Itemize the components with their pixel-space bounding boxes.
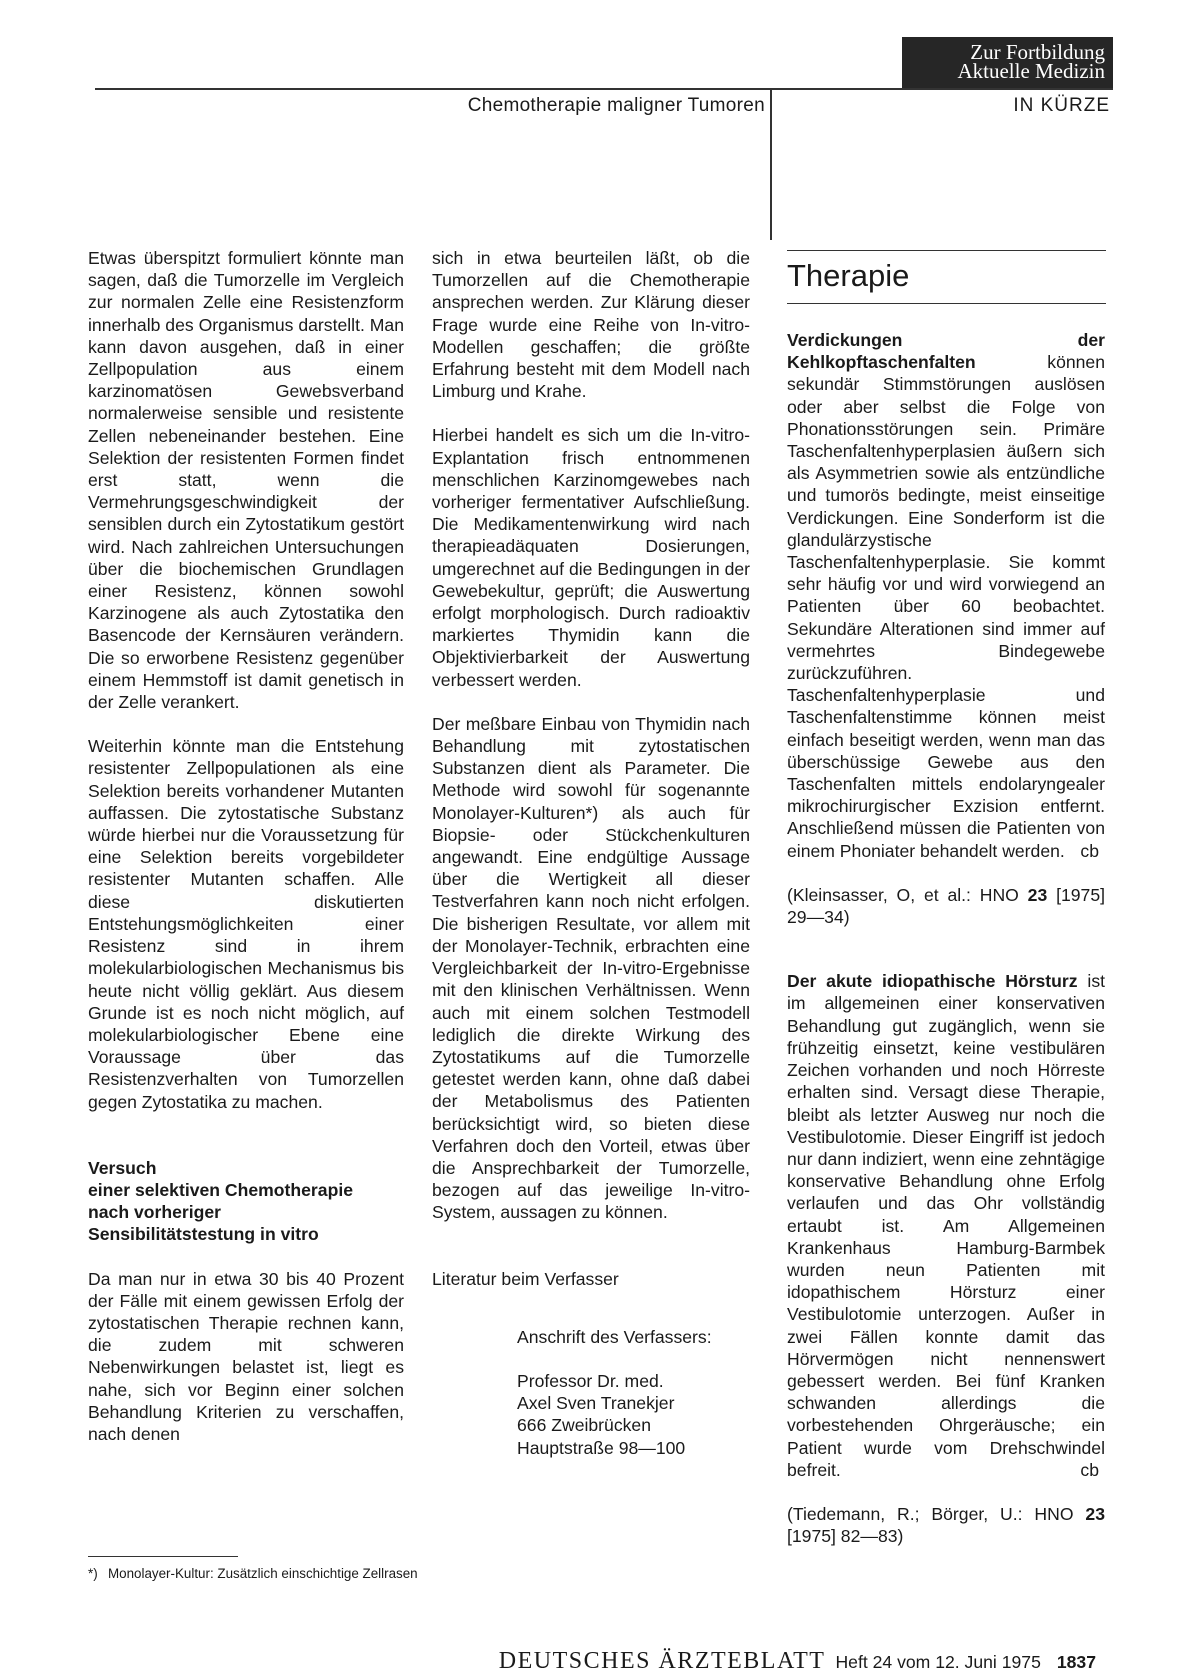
- therapie-rule: [787, 250, 1106, 251]
- reference-text: (Tiedemann, R.; Börger, U.: HNO: [787, 1503, 1086, 1524]
- author-sign: cb: [1080, 1459, 1099, 1480]
- address-line: 666 Zweibrücken: [517, 1415, 651, 1436]
- paragraph: Weiterhin könnte man die Entstehung resistenter Zellpopulationen als eine Selektion bereits vorhandener Mutanten auffassen. Die zytostatische Substanz würde hierbei nur die Voraussetzung für eine Selektion bereits vorgebildeter resistenter Mutanten schaffen. Alle diese diskutierten Entstehungsmöglichkeiten einer Resistenz sind in ihrem molekularbiologischen Mechanismus bis heute nicht völlig geklärt. Aus diesem Grunde ist es noch nicht möglich, auf molekularbiologischer Ebene eine Voraussage über das Resistenzverhalten von Tumorzellen gegen Zytostatika zu machen.: [88, 736, 404, 1112]
- page-number: 1837: [1056, 1652, 1096, 1672]
- item-lead: Der akute idiopathische Hörsturz: [787, 971, 1078, 992]
- footnote-rule: [88, 1556, 238, 1557]
- column-3: [787, 329, 1105, 1547]
- footnote-marker: *): [88, 1566, 98, 1581]
- subheading: [88, 1157, 404, 1246]
- column-2: [432, 247, 750, 1459]
- reference-volume: 23: [1085, 1503, 1105, 1524]
- news-item: [787, 970, 1105, 1481]
- column-divider: [770, 88, 772, 240]
- section-label: IN KÜRZE: [1013, 95, 1110, 116]
- reference-text: [1975] 82—83): [787, 1526, 904, 1547]
- journal-name: DEUTSCHES ÄRZTEBLATT: [498, 1648, 826, 1674]
- column-1: [88, 247, 404, 1445]
- news-item: [787, 329, 1105, 862]
- section-title: Therapie: [787, 258, 910, 293]
- subheading-line: Sensibilitätstestung in vitro: [88, 1224, 319, 1245]
- page-footer: [0, 1648, 1096, 1675]
- reference-text: [1975] 29—34): [787, 884, 1105, 928]
- footnote-text: Monolayer-Kultur: Zusätzlich einschichtige Zellrasen: [108, 1566, 418, 1581]
- paragraph: Der meßbare Einbau von Thymidin nach Behandlung mit zytostatischen Substanzen dient als Parameter. Die Methode wird sowohl für sogenannte Monolayer-Kulturen*) als auch für Biopsie- oder Stückchenkulturen angewandt. Eine endgültige Aussage über die Wertigkeit all dieser Testverfahren kann noch nicht erfolgen. Die bisherigen Resultate, vor allem mit der Monolayer-Technik, erbrachten eine Vergleichbarkeit der In-vitro-Ergebnisse mit den klinischen Verhältnissen. Wenn auch mit einem solchen Testmodell lediglich die direkte Wirkung des Zytostatikums auf die Tumorzelle getestet werden kann, ohne daß dabei der Metabolismus des Patienten berücksichtigt wird, so bieten diese Verfahren doch den Vorteil, etwas über die Ansprechbarkeit der Tumorzelle, bezogen auf das jeweilige In-vitro-System, aussagen zu können.: [432, 713, 750, 1223]
- author-sign: cb: [1080, 840, 1099, 861]
- item-body: ist im allgemeinen einer konservativen Behandlung gut zugänglich, wenn sie frühzeitig einsetzt, keine vestibulären Zeichen vorhanden und noch Hörreste erhalten sind. Versagt diese Therapie, bleibt als letzter Ausweg nur noch die Vestibulotomie. Dieser Eingriff ist jedoch nur dann indiziert, wenn eine zehntägige konservative Behandlung ohne Erfolg verlaufen und das Ohr vollständig ertaubt ist. Am Allgemeinen Krankenhaus Hamburg-Barmbek wurden neun Patienten mit idopathischem Hörsturz einer Vestibulotomie unterzogen. Außer in zwei Fällen konnte damit das Hörvermögen nicht nennenswert gebessert werden. Bei fünf Kranken schwanden allerdings die vorbestehenden Ohrgeräusche; ein Patient wurde vom Drehschwindel befreit.: [787, 971, 1105, 1480]
- reference-text: (Kleinsasser, O, et al.: HNO: [787, 884, 1028, 905]
- section-badge: [902, 37, 1113, 89]
- subheading-line: nach vorheriger: [88, 1202, 221, 1223]
- paragraph: Hierbei handelt es sich um die In-vitro-Explantation frisch entnommenen menschlichen Karzinomgewebes nach vorheriger fermentativer Aufschließung. Die Medikamentenwirkung wird nach therapieadäquaten Dosierungen, umgerechnet auf die Bedingungen in der Gewebekultur, geprüft; die Auswertung erfolgt morphologisch. Durch radioaktiv markiertes Thymidin kann die Objektivierbarkeit der Auswertung verbessert werden.: [432, 425, 750, 690]
- issue-info: Heft 24 vom 12. Juni 1975: [835, 1652, 1041, 1672]
- reference: [787, 1503, 1105, 1547]
- running-title: Chemotherapie maligner Tumoren: [467, 95, 765, 116]
- item-body: können sekundär Stimmstörungen auslösen oder aber selbst die Folge von Phonationsstörungen sein. Primäre Taschenfaltenhyperplasien äußern sich als Asymmetrien sowie als entzündliche und tumorös bedingte, meist einseitige Verdickungen. Eine Sonderform ist die glandulärzystische Taschenfaltenhyperplasie. Sie kommt sehr häufig vor und wird vorwiegend an Patienten über 60 beobachtet. Sekundäre Alterationen sind immer auf vermehrtes Bindegewebe zurückzuführen. Taschenfaltenhyperplasie und Taschenfaltenstimme können meist einfach beseitigt werden, wenn man das überschüssige Gewebe aus den Taschenfalten mittels endolaryngealer mikrochirurgischer Exzision entfernt. Anschließend müssen die Patienten von einem Phoniater behandelt werden.: [787, 352, 1105, 861]
- literature-note: Literatur beim Verfasser: [432, 1268, 619, 1289]
- item-lead: Verdickungen der Kehlkopftaschenfalten: [787, 330, 1105, 373]
- footnote: [88, 1566, 418, 1582]
- header-rule: [95, 88, 1113, 90]
- address-label: Anschrift des Verfassers:: [517, 1326, 712, 1347]
- paragraph: Da man nur in etwa 30 bis 40 Prozent der Fälle mit einem gewissen Erfolg der zytostatischen Therapie rechnen kann, die zudem mit schweren Nebenwirkungen belastet ist, liegt es nahe, sich vor Beginn einer solchen Behandlung Kriterien zu verschaffen, nach denen: [88, 1268, 404, 1444]
- author-address: [517, 1326, 750, 1459]
- subheading-line: einer selektiven Chemotherapie: [88, 1179, 353, 1200]
- paragraph: Etwas überspitzt formuliert könnte man sagen, daß die Tumorzelle im Vergleich zur normalen Zelle eine Resistenzform innerhalb des Organismus darstellt. Man kann davon ausgehen, daß in einer Zellpopulation aus einem karzinomatösen Gewebsverband normalerweise sensible und resistente Zellen nebeneinander bestehen. Eine Selektion der resistenten Formen findet erst statt, wenn die Vermehrungsgeschwindigkeit der sensiblen durch ein Zytostatikum gestört wird. Nach zahlreichen Untersuchungen über die biochemischen Grundlagen einer Resistenz, können sowohl Karzinogene als auch Zytostatika den Basencode der Kernsäuren verändern. Die so erworbene Resistenz gegenüber einem Hemmstoff ist damit genetisch in der Zelle verankert.: [88, 248, 404, 713]
- badge-line-1: Zur Fortbildung: [970, 40, 1105, 64]
- therapie-underline: [787, 303, 1106, 304]
- subheading-line: Versuch: [88, 1157, 157, 1178]
- reference-volume: 23: [1027, 884, 1048, 905]
- badge-line-2: Aktuelle Medizin: [957, 59, 1105, 83]
- address-line: Hauptstraße 98—100: [517, 1437, 686, 1458]
- reference: [787, 884, 1105, 928]
- address-line: Axel Sven Tranekjer: [517, 1393, 675, 1414]
- address-line: Professor Dr. med.: [517, 1370, 664, 1391]
- paragraph: sich in etwa beurteilen läßt, ob die Tumorzellen auf die Chemotherapie ansprechen werden. Zur Klärung dieser Frage wurde eine Reihe von In-vitro-Modellen geschaffen; die größte Erfahrung besteht mit dem Modell nach Limburg und Krahe.: [432, 248, 750, 402]
